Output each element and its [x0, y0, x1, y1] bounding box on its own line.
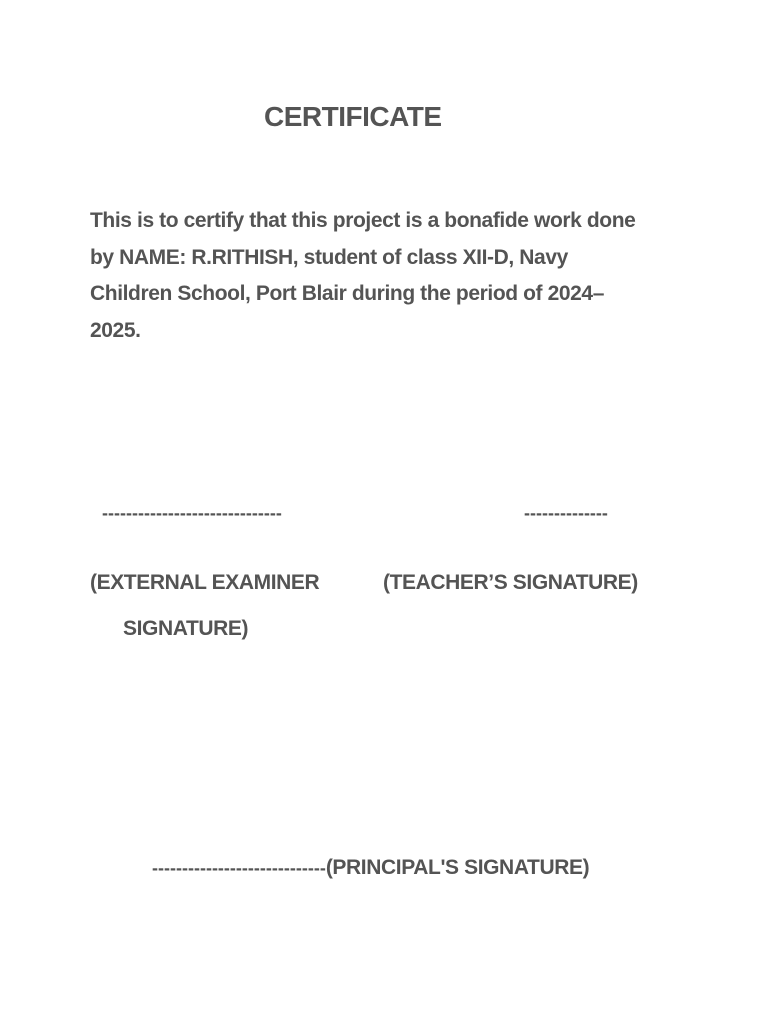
- certificate-title: CERTIFICATE: [264, 101, 442, 132]
- teacher-signature-line: --------------: [524, 503, 608, 523]
- principal-signature-label: (PRINCIPAL'S SIGNATURE): [325, 856, 590, 879]
- certificate-body: This is to certify that this project is a bonafide work done by NAME: R.RITHISH, student of class XII-D, Navy Children School, Port Blair during the period of 2024–2025.: [90, 209, 636, 342]
- principal-signature-row: [152, 856, 589, 880]
- external-examiner-label-line1: (EXTERNAL EXAMINER: [90, 571, 320, 594]
- external-examiner-label-line2: SIGNATURE): [123, 617, 249, 640]
- external-examiner-signature-line: ------------------------------: [102, 503, 282, 523]
- teacher-signature-label: (TEACHER’S SIGNATURE): [383, 571, 638, 594]
- principal-signature-line: -----------------------------: [152, 858, 326, 878]
